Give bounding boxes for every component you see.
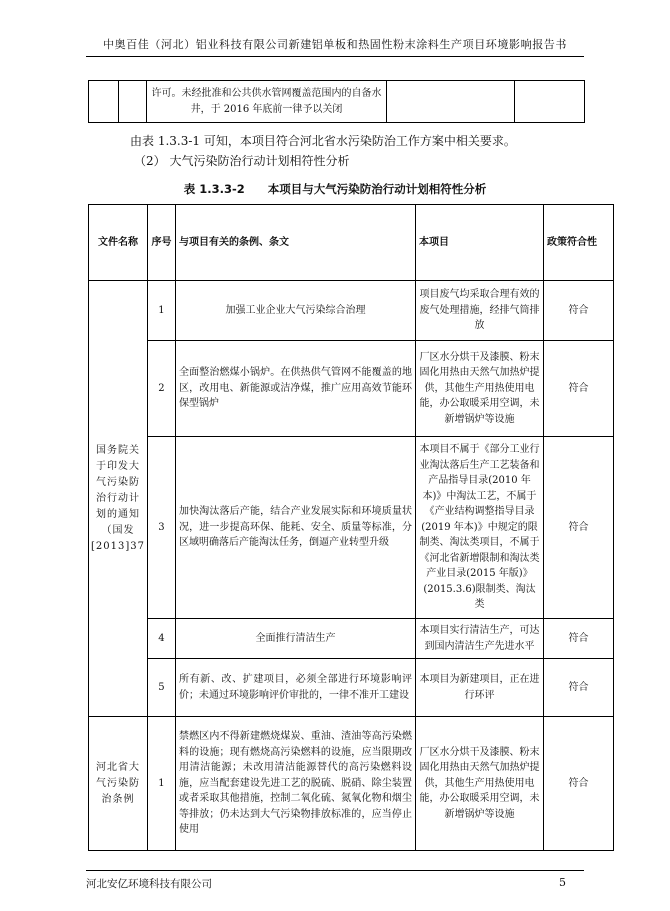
row-seq: 2 — [147, 341, 175, 437]
row-clause: 加快淘汰落后产能，结合产业发展实际和环境质量状况，进一步提高环保、能耗、安全、质量等标准，分区域明确落后产能淘汰任务，倒逼产业转型升级 — [175, 437, 415, 619]
row-policy: 符合 — [543, 341, 613, 437]
row-policy: 符合 — [543, 619, 613, 659]
row-seq: 5 — [147, 659, 175, 717]
footer-rule — [86, 870, 584, 871]
table-row — [89, 619, 614, 659]
row-policy: 符合 — [543, 281, 613, 341]
doc-name-hebei-regulation: 河北省大气污染防治条例 — [89, 717, 148, 851]
row-policy: 符合 — [543, 659, 613, 717]
table-row — [89, 281, 614, 341]
footer-company: 河北安亿环境科技有限公司 — [86, 878, 212, 890]
header-doc: 文件名称 — [89, 205, 148, 281]
header-rule — [86, 56, 584, 57]
header-seq: 序号 — [147, 205, 175, 281]
section-heading: （2） 大气污染防治行动计划相符性分析 — [134, 154, 350, 168]
row-project: 项目废气均采取合理有效的废气处理措施，经排气筒排放 — [415, 281, 543, 341]
row-seq: 1 — [147, 717, 175, 851]
table-header-row — [89, 205, 614, 281]
row-project: 本项目实行清洁生产，可达到国内清洁生产先进水平 — [415, 619, 543, 659]
row-clause: 所有新、改、扩建项目，必须全部进行环境影响评价；未通过环境影响评价审批的，一律不准开工建设 — [175, 659, 415, 717]
row-policy: 符合 — [543, 437, 613, 619]
header-project: 本项目 — [415, 205, 543, 281]
continuation-table — [88, 80, 585, 123]
cont-cell-policy — [515, 81, 585, 123]
row-clause: 全面整治燃煤小锅炉。在供热供气管网不能覆盖的地区，改用电、新能源或洁净煤，推广应用高效节能环保型锅炉 — [175, 341, 415, 437]
header-policy: 政策符合性 — [543, 205, 613, 281]
table-caption: 表 1.3.3-2 本项目与大气污染防治行动计划相符性分析 — [183, 182, 487, 196]
document-header: 中奥百佳（河北）铝业科技有限公司新建铝单板和热固性粉末涂料生产项目环境影响报告书 — [103, 38, 567, 51]
row-clause: 禁燃区内不得新建燃烧煤炭、重油、渣油等高污染燃料的设施；现有燃烧高污染燃料的设施，应当限期改用清洁能源；未改用清洁能源替代的高污染燃料设施，应当配套建设先进工艺的脱硫、脱硝、除尘装置或者采取其他措施，控制二氧化硫、氮氧化物和烟尘等排放；仍未达到大气污染物排放标准的，应当停止使用 — [175, 717, 415, 851]
row-project: 本项目不属于《部分工业行业淘汰落后生产工艺装备和产品指导目录(2010 年本)》中淘汰工艺，不属于《产业结构调整指导目录(2019 年本)》中规定的限制类、淘汰类项目，不属于《河北省新增限制和淘汰类产业目录(2015 年版)》(2015.3.6)限制类、淘汰类 — [415, 437, 543, 619]
row-project: 厂区水分烘干及漆膜、粉末固化用热由天然气加热炉提供，其他生产用热使用电能，办公取暖采用空调，未新增锅炉等设施 — [415, 717, 543, 851]
compliance-table — [88, 204, 614, 851]
table-row — [89, 437, 614, 619]
cont-cell-clause: 许可。未经批准和公共供水管网覆盖范围内的自备水井，于 2016 年底前一律予以关闭 — [147, 81, 387, 123]
cont-cell-seq — [119, 81, 147, 123]
cont-cell-project — [387, 81, 515, 123]
row-seq: 4 — [147, 619, 175, 659]
table-row — [89, 659, 614, 717]
table-row — [89, 717, 614, 851]
row-clause: 全面推行清洁生产 — [175, 619, 415, 659]
row-project: 厂区水分烘干及漆膜、粉末固化用热由天然气加热炉提供，其他生产用热使用电能，办公取暖采用空调，未新增锅炉等设施 — [415, 341, 543, 437]
table-row — [89, 341, 614, 437]
page-number: 5 — [559, 876, 566, 889]
row-seq: 3 — [147, 437, 175, 619]
paragraph-conclusion: 由表 1.3.3-1 可知，本项目符合河北省水污染防治工作方案中相关要求。 — [130, 134, 516, 148]
doc-name-state-council: 国务院关于印发大气污染防治行动计划的通知（国发[2013]37 — [89, 281, 148, 717]
row-project: 本项目为新建项目，正在进行环评 — [415, 659, 543, 717]
row-clause: 加强工业企业大气污染综合治理 — [175, 281, 415, 341]
header-clause: 与项目有关的条例、条文 — [175, 205, 415, 281]
cont-cell-doc — [89, 81, 119, 123]
row-policy: 符合 — [543, 717, 613, 851]
row-seq: 1 — [147, 281, 175, 341]
